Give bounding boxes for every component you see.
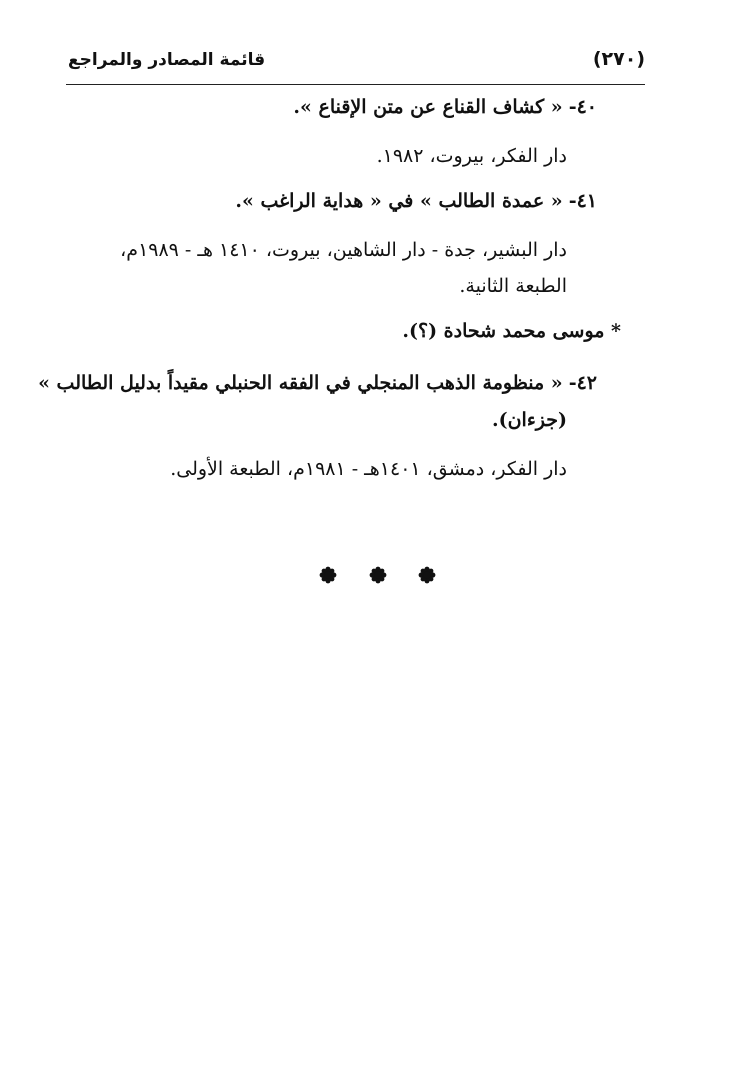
flower-ornament-icon [319, 566, 337, 584]
header-rule [66, 84, 645, 85]
entry-40-title: « كشاف القناع عن متن الإقناع ». [293, 96, 563, 118]
entry-41-number: ٤١- [568, 190, 597, 212]
section-end-ornament [0, 566, 755, 588]
entry-40-publication: دار الفكر، بيروت، ١٩٨٢. [376, 145, 567, 167]
entry-40-title-line [293, 93, 597, 121]
page-number: (٢٧٠) [592, 48, 645, 70]
entry-40-number: ٤٠- [568, 96, 597, 118]
entry-42-title-line-1 [38, 369, 597, 397]
entry-41-publication-line-2: الطبعة الثانية. [459, 275, 567, 297]
entry-42-title-line-2: (جزءان). [492, 409, 567, 431]
flower-ornament-icon [418, 566, 436, 584]
entry-42-title: « منظومة الذهب المنجلي في الفقه الحنبلي مقيداً بدليل الطالب » [38, 372, 563, 394]
entry-41-title: « عمدة الطالب » في « هداية الراغب ». [235, 190, 563, 212]
entry-41-title-line [235, 187, 597, 215]
entry-42-publication: دار الفكر، دمشق، ١٤٠١هـ - ١٩٨١م، الطبعة الأولى. [170, 458, 567, 480]
flower-ornament-icon [369, 566, 387, 584]
running-title: قائمة المصادر والمراجع [68, 50, 266, 70]
entry-41-publication-line-1: دار البشير، جدة - دار الشاهين، بيروت، ١٤١٠ هـ - ١٩٨٩م، [120, 239, 567, 261]
entry-42-number: ٤٢- [568, 372, 597, 394]
author-heading: * موسى محمد شحادة (؟). [402, 320, 621, 342]
page-header [66, 46, 645, 78]
